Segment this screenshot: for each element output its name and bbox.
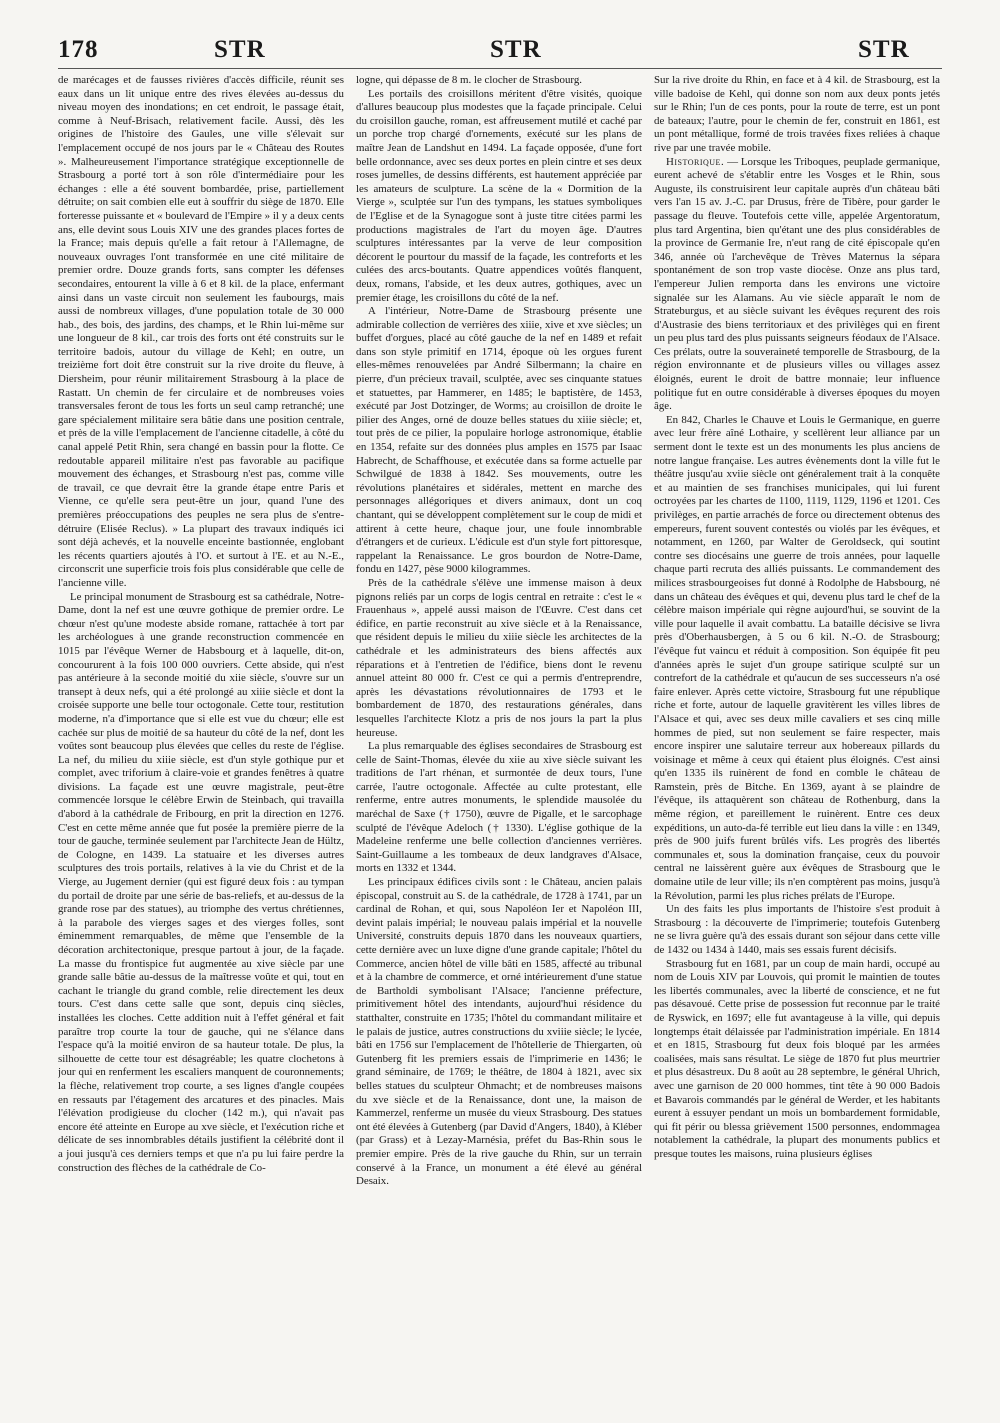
running-head-right: STR: [858, 36, 910, 63]
text-column-2: [356, 74, 642, 1404]
text-column-3: [654, 74, 940, 1404]
paragraph: Un des faits les plus importants de l'histoire s'est produit à Strasbourg : la découverte de l'imprimerie; toutefois Gutenberg ne se livra guère qu'à des essais durant son séjour dans cette ville de 1432 ou 1434 à 1440, mais ses essais furent décisifs.: [654, 903, 940, 956]
paragraph: [654, 156, 940, 414]
paragraph: logne, qui dépasse de 8 m. le clocher de Strasbourg.: [356, 74, 583, 86]
paragraph: Strasbourg fut en 1681, par un coup de main hardi, occupé au nom de Louis XIV par Louvois, qui promit le maintien de toutes les libertés communales, avec la liberté de conscience, et ne fut pas désavoué. Cette prise de possession fut reconnue par le traité de Ryswick, en 1697; elle fut avantageuse à la ville, qui depuis longtemps était délaissée par l'administration impériale. En 1814 et en 1815, Strasbourg fut deux fois bloqué par les armées coalisées, mais sans résultat. Le siège de 1870 fut plus meurtrier et plus désastreux. Du 8 août au 28 septembre, le général Uhrich, avec une garnison de 20 000 hommes, tint tête à 90 000 Badois et Bavarois commandés par le général de Werder, et les habitants eurent à essuyer pendant un mois un bombardement formidable, qui fit périr ou blessa grièvement 1500 personnes, endommagea notablement la cathédrale, la plupart des monuments publics et presque toutes les maisons, ruina plusieurs églises: [654, 957, 940, 1160]
header-rule: [58, 68, 942, 69]
page-number: 178: [58, 36, 99, 63]
paragraph: Sur la rive droite du Rhin, en face et à 4 kil. de Strasbourg, est la ville badoise de Kehl, qui donne son nom aux deux ponts jetés sur le Rhin; l'un de ces ponts, pour la route de terre, est un pont de bateaux; l'autre, pour le chemin de fer, construit en 1861, est un pont métallique, formé de trois travées fixes reliées à chaque rive par une travée mobile.: [654, 74, 940, 154]
paragraph-text: — Lorsque les Triboques, peuplade germanique, eurent achevé de s'établir entre les Vosges et le Rhin, sous Auguste, ils construisirent leur capitale auprès d'un château bâti vers l'an 15 av. J.-C. par Drusus, frère de Tibère, pour garder le passage du fleuve. Toutefois cette ville, appelée Argentoratum, plus tard Argentina, bien qu'étant une des plus considérables de la province de Germanie Ire, n'eut rang de cité épiscopale qu'en 346, année où l'archevêque de Trèves Maternus la sépara spontanément de son trop vaste diocèse. Onze ans plus tard, l'empereur Julien remporta dans les environs une victoire signalée sur les Alamans. Au vie siècle apparaît le nom de Strateburgus, et au siècle suivant les évêques reçurent des rois d'Austrasie des biens territoriaux et des privilèges qui en firent un peu plus tard des plus puissants seigneurs féodaux de l'Alsace. Ces prélats, outre la souveraineté temporelle de Strasbourg, de la région environnante et de plusieurs villes ou villages assez éloignés, eurent le droit de battre monnaie; leur influence politique fut en outre considérable à diverses époques du moyen âge.: [654, 155, 940, 413]
paragraph: En 842, Charles le Chauve et Louis le Germanique, en guerre avec leur frère aîné Lothaire, y scellèrent leur alliance par un serment dont le texte est un des monuments les plus anciens de notre langue française. Les autres évènements dont la ville fut le théâtre jusqu'au xviie siècle ont généralement trait à la conquête et au maintien de ses franchises municipales, qui lui furent octroyées par les chartes de 1100, 1119, 1129, 1196 et 1201. Ces privilèges, en partie arrachés de force ou directement obtenus des empereurs, furent souvent contestés ou violés par les évêques, et notamment, en 1260, par Walter de Geroldseck, qui soutint contre ses diocésains une guerre de trois années, pour laquelle chaque parti recruta des alliés puissants. Le commandement des milices strasbourgeoises fut donné à Rodolphe de Habsbourg, né dans un château des évêques et qui, devenu plus tard le chef de la célèbre maison impériale qui règne aujourd'hui, se souvint de la ville pour laquelle il avait combattu. La bataille décisive se livra près d'Oberhausbergen, à 5 ou 6 kil. N.-O. de Strasbourg; l'évêque fut vaincu et réduit à composition. Son équipée fit peu d'années après le sujet d'un groupe satirique sculpté sur un contrefort de la cathédrale et qu'aucun de ses successeurs n'a osé faire enlever. Après cette victoire, Strasbourg fut une république riche et forte, autour de laquelle gravitèrent les villes libres de l'Alsace et qui, avec ses deux mille cavaliers et ses cinq mille hommes de pied, sut non seulement se faire respecter, mais encore inspirer une salutaire terreur aux hobereaux pillards du voisinage et même à ceux qui étaient plus éloignés. C'est ainsi qu'en 1335 ils ruinèrent de fond en comble le château de Ramstein, près de Bitche. En 1369, ayant à se plaindre de l'évêque, ils attaquèrent son château de Rothenburg, dans la même région, et pareillement le ruinèrent. Entre ces deux expéditions, un auto-da-fé terrible eut lieu dans la ville : en 1349, près de 900 juifs furent brûlés vifs. Les progrès des libertés communales et, sous la domination française, ceux du pouvoir central ne laissèrent guère aux évêques de Strasbourg que le domaine utile de leur ville; ils n'en comptèrent pas moins, jusqu'à la Révolution, parmi les plus riches prélats de l'Europe.: [654, 413, 940, 902]
paragraph: Le principal monument de Strasbourg est sa cathédrale, Notre-Dame, dont la nef est une œuvre gothique de premier ordre. Le chœur n'est qu'une modeste abside romane, rattachée à tort par les archéologues à une grande reconstruction commencée en 1015 par l'évêque Werner de Habsbourg et à laquelle, dit-on, concoururent à la fois 100 000 ouvriers. Cette abside, qui n'est pas antérieure à la seconde moitié du xiie siècle, s'ouvre sur un transept à deux nefs, qui a été prolongé au xiiie siècle et dont la croisée supporte une belle tour octogonale. Cette tour, restitution moderne, n'a d'importance que si elle est vue du chœur; elle est cachée sur plus de moitié de sa hauteur du côté de la nef, dont les voûtes sont beaucoup plus élevées que celles du reste de l'église. La nef, du milieu du xiiie siècle, est d'un style gothique pur et complet, avec triforium à claire-voie et grandes fenêtres à quatre divisions. La façade est une œuvre magistrale, peut-être commencée lorsque le célèbre Erwin de Steinbach, qui travailla d'abord à la cathédrale de Fribourg, en prit la direction en 1276. C'est en cette même année que fut posée la première pierre de la tour de gauche, terminée seulement par l'architecte Jean de Hültz, de Cologne, en 1439. La statuaire et les diverses autres sculptures des trois portails, relatives à la vie du Christ et de la Vierge, au Jugement dernier (qui est figuré deux fois : au tympan du portail de droite par une série de bas-reliefs, et au-dessus de la grande rose par des statues), au triomphe des vertus chrétiennes, à la parabole des vierges sages et des vierges folles, sont éminemment remarquables, de même que l'ensemble de la décoration architectonique, presque partout à jour, de la façade. La masse du frontispice fut augmentée au xive siècle par une grande salle bâtie au-dessus de la maîtresse voûte et qui, tout en cachant le triangle du grand comble, relie directement les deux tours. C'est dans cette salle que sont, depuis cinq siècles, installées les cloches. Cette addition nuit à l'effet général et fait paraître trop courte la tour de gauche, qui ne s'élance dans l'espace qu'à la moitié environ de sa hauteur totale. De plus, la silhouette de cette tour est désagréable; les quatre clochetons à jour qui en renferment les escaliers manquent de couronnements; la flèche, relativement trop courte, a ses lignes d'angle coupées en ressauts par l'étagement des arcatures et des pinacles. Mais l'élévation prodigieuse du clocher (142 m.), qui n'avait pas encore été atteinte en Europe au xve siècle, et l'exécution riche et délicate de ses innombrables détails justifient la célébrité dont il a joui jusqu'à ces derniers temps et que n'a pu lui faire perdre la construction des flèches de la cathédrale de Co-: [58, 590, 344, 1174]
paragraph: Les portails des croisillons méritent d'être visités, quoique d'allures beaucoup plus modestes que la façade principale. Celui du croisillon gauche, roman, est affreusement mutilé et caché par un porche trop chargé d'ornements, exécuté sur les plans de maître Jean de Landshut en 1494. La façade opposée, d'une fort belle ordonnance, avec ses deux portes en plein cintre et ses deux roses jumelles, de dessins différents, est hautement appréciée par les amateurs de sculpture. La scène de la « Dormition de la Vierge », sculptée sur l'un des tympans, les statues symboliques de l'Eglise et de la Synagogue sont à juste titre citées parmi les productions magistrales de l'art du moyen âge. D'autres sculptures intéressantes par la verve de leur composition décorent le pourtour du massif de la façade, les contreforts et les culées des arcs-boutants. Quatre appendices voûtés flanquent, deux, romans, l'abside, et les deux autres, gothiques, avec un premier étage, les croisillons du côté de la nef.: [356, 87, 642, 304]
paragraph: de marécages et de fausses rivières d'accès difficile, réunit ses eaux dans un lit unique entre des rives élevées au-dessus du niveau moyen des inondations; en cet endroit, le passage était, comme à Neuf-Brisach, relativement facile. Aussi, dès les origines de l'histoire des Gaules, une ville s'élevait sur l'emplacement occupé de nos jours par le « Château des Routes ». Malheureusement l'importance stratégique exceptionnelle de Strasbourg a porté tort à son rôle d'intermédiaire pour les échanges : elle a été souvent bombardée, prise, partiellement détruite; on sait combien elle eut à souffrir du siège de 1870. Elle forteresse puissante et « boulevard de l'Empire » il y a deux cents ans, elle devint sous Louis XIV une des grandes places fortes de la France; mais depuis qu'elle a fait retour à l'Allemagne, de nouveaux ouvrages l'ont transformée en une cité militaire de premier ordre. Douze grands forts, sans compter les défenses secondaires, entourent la ville à 6 et 8 kil. de la place, enfermant ainsi dans un vaste circuit non seulement les faubourgs, mais aussi de nombreux villages, d'une population totale de 30 000 hab., des bois, des jardins, des champs, et le Rhin lui-même sur une longueur de 8 kil., car trois des forts ont été construits sur le territoire badois, autour du village de Kehl; en outre, un treizième fort doit être construit sur la rive droite du fleuve, à Diersheim, pour réunir militairement Strasbourg à la place de Rastatt. Un chemin de fer circulaire et de nombreuses voies transversales feront de tous les forts un seul camp retranché; une gare spécialement militaire sera bâtie dans une position centrale, et près de la ville l'emplacement de l'ancienne citadelle, à côté du canal appelé Petit Rhin, sera changé en bassin pour la flotte. Ce redoutable appareil militaire n'est pas favorable au pacifique mouvement des échanges, et Strasbourg n'est pas, comme ville de travail, ce que devrait être la grande étape entre Paris et Vienne, ce qu'elle sera peut-être un jour, quand l'une des premières préoccupations des peuples ne sera plus de s'entre-détruire (Elisée Reclus). » La plupart des travaux indiqués ici sont déjà achevés, et la nouvelle enceinte bastionnée, englobant les récents quartiers ajoutés à l'O. et surtout à l'E. et au N.-E., circonscrit une superficie trois fois plus considérable que celle de l'ancienne ville.: [58, 74, 344, 589]
paragraph: La plus remarquable des églises secondaires de Strasbourg est celle de Saint-Thomas, élevée du xiie au xive siècle suivant les traditions de l'art rhénan, et surmontée de deux tours, l'une carrée, l'autre octogonale. Affectée au culte protestant, elle renferme, entre autres monuments, le splendide mausolée du maréchal de Saxe († 1750), œuvre de Pigalle, et le sarcophage sculpté de l'évêque Adeloch († 1330). L'église gothique de la Madeleine renferme une belle collection d'anciennes verrières. Saint-Guillaume a les tombeaux de deux landgraves d'Alsace, morts en 1332 et 1344.: [356, 740, 642, 875]
page-header: [0, 30, 1000, 70]
section-label: Historique.: [666, 155, 725, 168]
paragraph: Les principaux édifices civils sont : le Château, ancien palais épiscopal, construit au S. de la cathédrale, de 1728 à 1741, par un cardinal de Rohan, et qui, sous Napoléon Ier et Napoléon III, devint palais impérial; le nouveau palais impérial et la nouvelle Université, construits depuis 1870 dans les nouveaux quartiers, cette dernière avec un luxe digne d'une grande capitale; l'hôtel du Commerce, ancien hôtel de ville bâti en 1585, affecté au tribunal et à la chambre de commerce, et orné intérieurement d'une statue de Bartholdi symbolisant l'Alsace; l'ancienne préfecture, primitivement hôtel des intendants, aujourd'hui résidence du statthalter, construite en 1735; l'hôtel du commandant militaire et le palais de justice, autres constructions du xviiie siècle; le lycée, bâti en 1756 sur l'emplacement de l'hôtellerie de Thiergarten, où Gutenberg fit les premiers essais de l'imprimerie en 1436; le grand séminaire, de 1769; le théâtre, de 1804 à 1821, avec six belles statues du sculpteur Ohmacht; et de nombreuses maisons du xve siècle et de la Renaissance, dont une, la maison de Kammerzel, renferme un musée du vieux Strasbourg. Des statues ont été élevées à Gutenberg (par David d'Angers, 1840), à Kléber (par Grass) et à Lezay-Marnésia, préfet du Bas-Rhin sous le premier empire. Près de la rive gauche du Rhin, sur un terrain conservé à la France, un monument a été élevé au général Desaix.: [356, 876, 642, 1188]
text-column-1: [58, 74, 344, 1404]
paragraph: Près de la cathédrale s'élève une immense maison à deux pignons reliés par un corps de logis central en retraite : c'est le « Frauenhaus », appelé aussi maison de l'Œuvre. C'est dans cet édifice, en partie reconstruit au xive siècle et à la Renaissance, que résident depuis le milieu du xiiie siècle les architectes de la cathédrale et les administrateurs des biens affectés aux réparations et à l'entretien de l'édifice, biens dont le revenu annuel atteint 80 000 fr. C'est ce qui a permis d'entreprendre, après les dévastations révolutionnaires de 1793 et le bombardement de 1870, des restaurations générales, dans lesquelles l'architecte Klotz a pris de nos jours la part la plus heureuse.: [356, 576, 642, 739]
running-head-left: STR: [214, 36, 266, 63]
running-head-center: STR: [490, 36, 542, 63]
paragraph: A l'intérieur, Notre-Dame de Strasbourg présente une admirable collection de verrières des xiiie, xive et xve siècles; un buffet d'orgues, placé au côté gauche de la nef en 1489 et refait dans son style primitif en 1714, époque où les orgues furent elles-mêmes renouvelées par André Silbermann; la chaire en pierre, d'un précieux travail, sculptée, avec ses cinquante statues et statuettes, par Hammerer, en 1485; le baptistère, de 1453, exécuté par Jost Dotzinger, de Worms; au croisillon de droite le pilier des Anges, orné de douze belles statues du xiiie siècle; et, tout près de ce pilier, la populaire horloge astronomique, établie en 1354, refaite sur des données plus amples en 1575 par Isaac Habrecht, de Schaffhouse, et exécutée dans sa forme actuelle par Schwilgué de 1838 à 1842. Ses mouvements, outre les révolutions planétaires et sidérales, mettent en marche des personnages allégoriques et divers animaux, dont un coq chantant, qui se développent complètement sur le coup de midi et attirent à cette heure, chaque jour, une foule innombrable d'étrangers et de curieux. L'édicule est d'un style fort pittoresque, rappelant la Renaissance. Le gros bourdon de Notre-Dame, fondu en 1427, pèse 9000 kilogrammes.: [356, 305, 642, 576]
